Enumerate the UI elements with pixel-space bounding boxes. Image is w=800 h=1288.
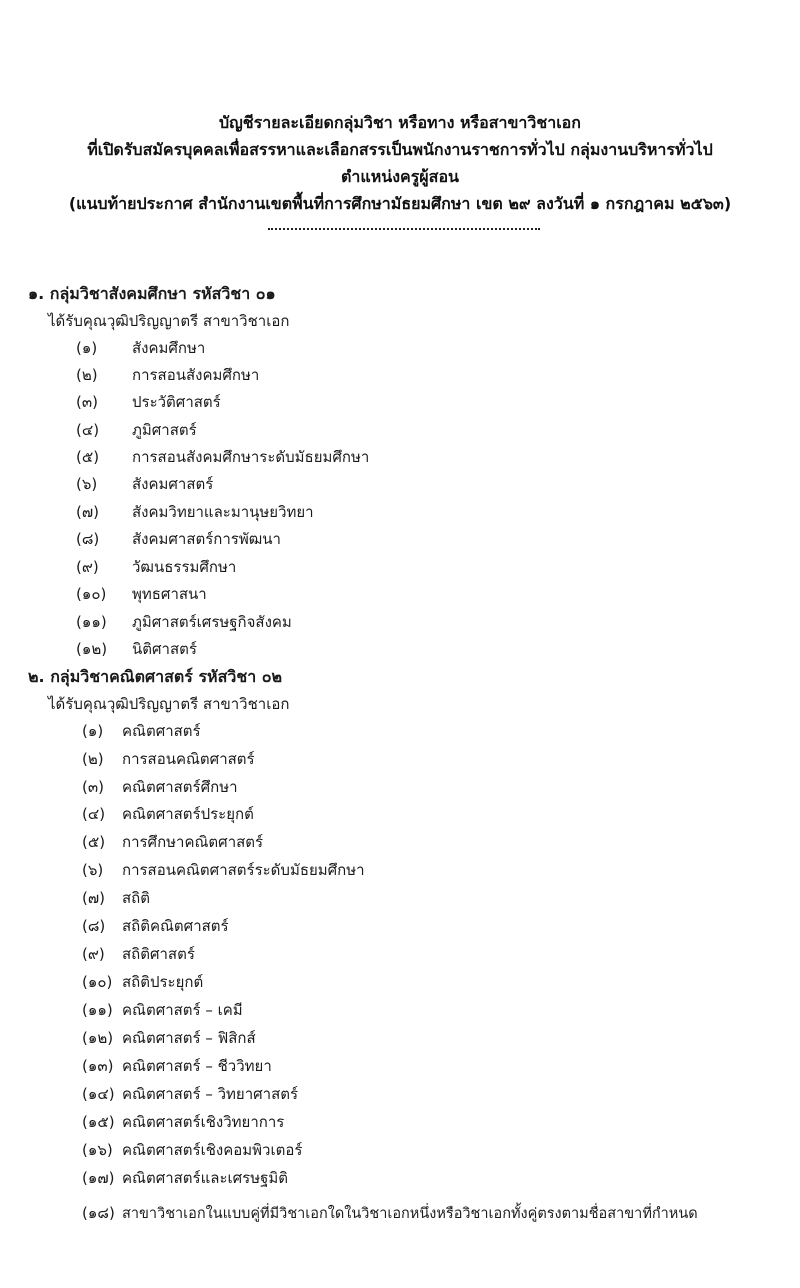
item-text: สังคมวิทยาและมานุษยวิทยา [132, 503, 314, 521]
item-number: (๑๒) [82, 1029, 114, 1047]
item-number: (๔) [76, 421, 100, 439]
list-item [82, 884, 150, 912]
list-item [82, 940, 195, 968]
list-item [82, 1108, 284, 1136]
item-number: (๗) [76, 503, 99, 521]
section-subheading: ได้รับคุณวุฒิปริญญาตรี สาขาวิชาเอก [48, 695, 290, 713]
list-item [76, 470, 213, 498]
item-number: (๑๒) [76, 640, 108, 658]
item-number: (๑๐) [76, 585, 107, 603]
dotted-divider [268, 220, 540, 230]
list-item [76, 361, 259, 389]
list-item [82, 1080, 298, 1108]
item-text: การศึกษาคณิตศาสตร์ [122, 833, 264, 851]
list-item [82, 912, 229, 940]
item-text: คณิตศาสตร์และเศรษฐมิติ [122, 1169, 289, 1187]
list-item [76, 498, 314, 526]
list-item [82, 717, 201, 745]
section-heading: ๒. กลุ่มวิชาคณิตศาสตร์ รหัสวิชา ๐๒ [28, 667, 283, 686]
item-number: (๑๔) [82, 1085, 115, 1103]
item-number: (๑๘) [82, 1204, 115, 1222]
header-reference: (แนบท้ายประกาศ สำนักงานเขตพื้นที่การศึกษามัธยมศึกษา เขต ๒๙ ลงวันที่ ๑ กรกฎาคม ๒๕๖๓) [68, 194, 732, 213]
item-text: คณิตศาสตร์ [122, 722, 201, 740]
item-number: (๑๕) [82, 1113, 115, 1131]
item-text: สังคมศาสตร์การพัฒนา [132, 530, 281, 548]
item-number: (๑๖) [82, 1141, 113, 1159]
item-text: คณิตศาสตร์ประยุกต์ [122, 805, 254, 823]
item-text: คณิตศาสตร์ศึกษา [122, 778, 238, 796]
item-text: สังคมศาสตร์ [132, 475, 214, 493]
item-number: (๖) [82, 861, 104, 879]
list-item [82, 1024, 256, 1052]
item-text: คณิตศาสตร์ – วิทยาศาสตร์ [122, 1085, 299, 1103]
item-text: สังคมศึกษา [132, 339, 206, 357]
list-item [76, 334, 205, 362]
list-item [76, 553, 236, 581]
item-text: คณิตศาสตร์ – ชีววิทยา [122, 1057, 272, 1075]
header-position: ตำแหน่งครูผู้สอน [341, 167, 459, 186]
list-item [76, 416, 197, 444]
item-number: (๔) [82, 805, 106, 823]
item-number: (๘) [76, 530, 100, 548]
item-number: (๑๑) [76, 613, 107, 631]
list-item [76, 608, 292, 636]
item-text: ภูมิศาสตร์ [132, 421, 197, 439]
item-number: (๑๗) [82, 1169, 115, 1187]
item-number: (๑๐) [82, 973, 113, 991]
list-item [76, 580, 207, 608]
item-number: (๙) [82, 945, 105, 963]
item-text: การสอนสังคมศึกษาระดับมัธยมศึกษา [132, 448, 370, 466]
item-number: (๑๑) [82, 1001, 113, 1019]
list-item [82, 996, 243, 1024]
list-item [82, 1164, 288, 1192]
item-number: (๑๓) [82, 1057, 114, 1075]
list-item [82, 745, 255, 773]
list-item [82, 1199, 698, 1227]
item-text: ภูมิศาสตร์เศรษฐกิจสังคม [132, 613, 292, 631]
list-item [76, 525, 281, 553]
list-item [82, 968, 203, 996]
item-text: พุทธศาสนา [132, 585, 207, 603]
item-text: คณิตศาสตร์ – เคมี [122, 1001, 243, 1019]
item-text: คณิตศาสตร์เชิงวิทยาการ [122, 1113, 285, 1131]
item-text: สถิติคณิตศาสตร์ [122, 917, 229, 935]
header-subtitle: ที่เปิดรับสมัครบุคคลเพื่อสรรหาและเลือกสรรเป็นพนักงานราชการทั่วไป กลุ่มงานบริหารทั่วไป [87, 140, 713, 159]
item-number: (๙) [76, 558, 99, 576]
item-number: (๒) [82, 750, 104, 768]
item-number: (๓) [76, 393, 98, 411]
item-number: (๒) [76, 366, 98, 384]
item-text: คณิตศาสตร์เชิงคอมพิวเตอร์ [122, 1141, 303, 1159]
section-heading: ๑. กลุ่มวิชาสังคมศึกษา รหัสวิชา ๐๑ [28, 284, 276, 303]
item-text: สถิติ [122, 889, 150, 907]
item-text: วัฒนธรรมศึกษา [132, 558, 237, 576]
list-item [82, 773, 238, 801]
list-item [82, 856, 365, 884]
list-item [82, 828, 263, 856]
list-item [76, 635, 197, 663]
item-text: คณิตศาสตร์ – ฟิสิกส์ [122, 1029, 256, 1047]
document-header [0, 109, 800, 217]
list-item [82, 800, 254, 828]
item-number: (๘) [82, 917, 106, 935]
item-text: สถิติศาสตร์ [122, 945, 195, 963]
list-item [82, 1136, 302, 1164]
item-number: (๓) [82, 778, 104, 796]
item-number: (๕) [82, 833, 106, 851]
list-item [76, 443, 369, 471]
item-text: สถิติประยุกต์ [122, 973, 204, 991]
item-text: ประวัติศาสตร์ [132, 393, 221, 411]
item-number: (๑) [82, 722, 104, 740]
item-text: นิติศาสตร์ [132, 640, 197, 658]
item-number: (๖) [76, 475, 98, 493]
list-item [82, 1052, 272, 1080]
item-number: (๕) [76, 448, 100, 466]
item-text: การสอนคณิตศาสตร์ [122, 750, 255, 768]
list-item [76, 388, 221, 416]
item-text: การสอนสังคมศึกษา [132, 366, 260, 384]
item-text: การสอนคณิตศาสตร์ระดับมัธยมศึกษา [122, 861, 365, 879]
section-subheading: ได้รับคุณวุฒิปริญญาตรี สาขาวิชาเอก [48, 312, 290, 330]
item-number: (๑) [76, 339, 98, 357]
item-number: (๗) [82, 889, 105, 907]
item-text: สาขาวิชาเอกในแบบคู่ที่มีวิชาเอกใดในวิชาเอกหนึ่งหรือวิชาเอกทั้งคู่ตรงตามชื่อสาขาที่กำหนด [122, 1206, 698, 1222]
header-title: บัญชีรายละเอียดกลุ่มวิชา หรือทาง หรือสาขาวิชาเอก [219, 113, 581, 132]
